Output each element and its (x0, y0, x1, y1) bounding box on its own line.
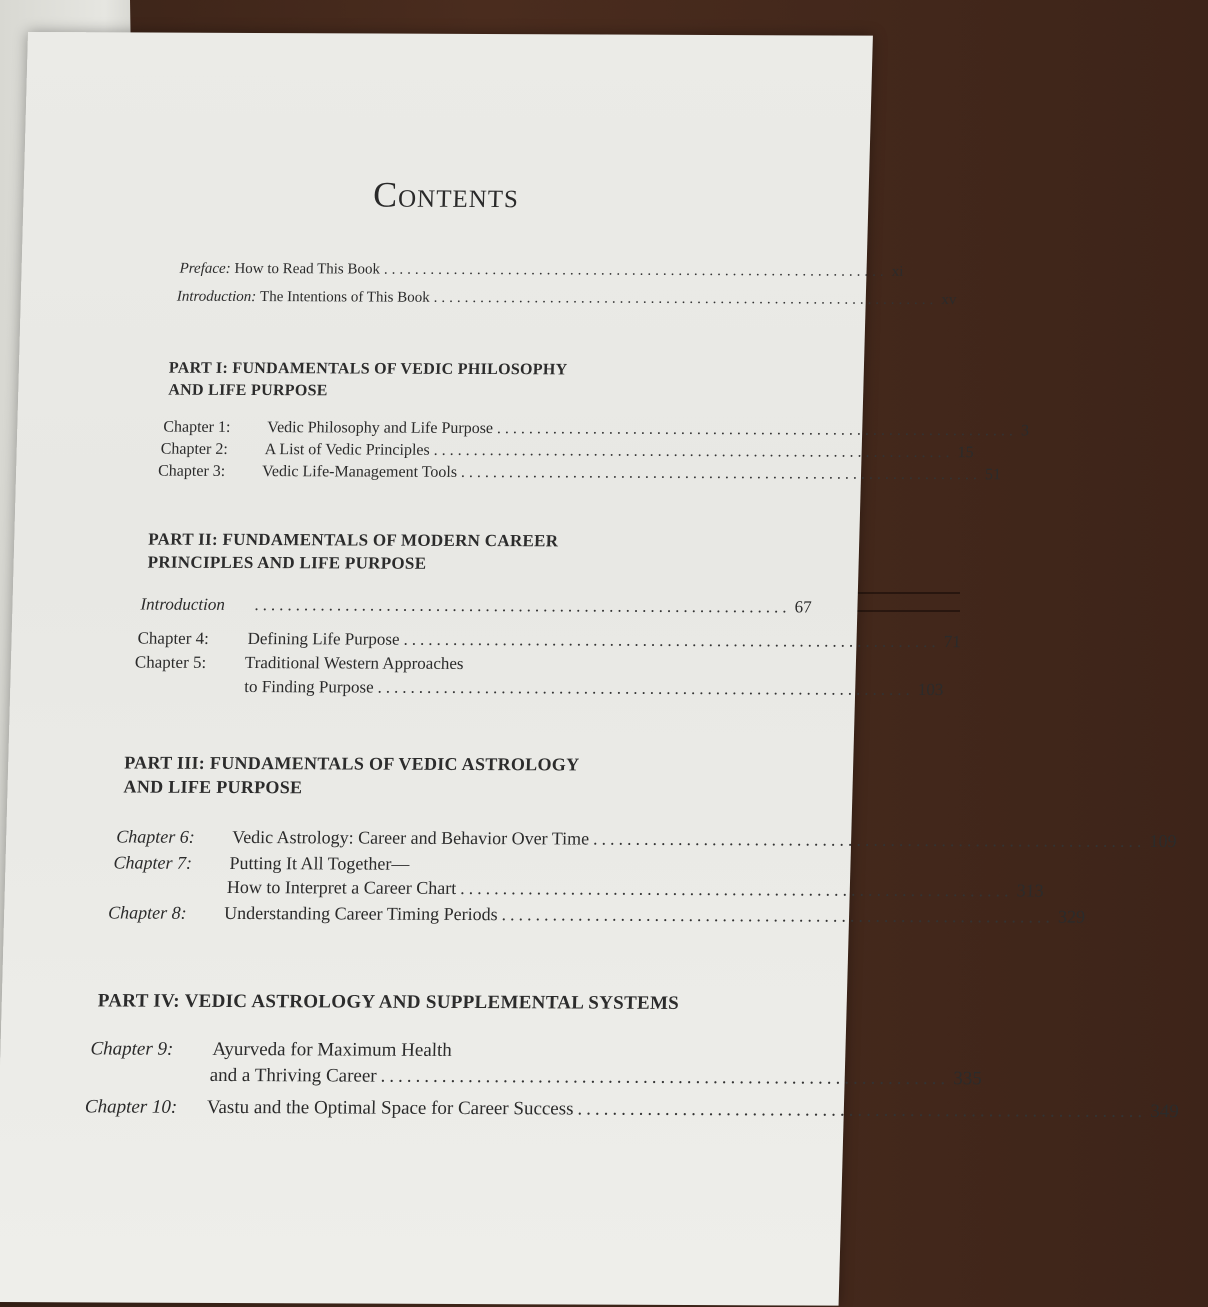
leader-dots: ................................................................. (459, 877, 1013, 901)
entry-title: Traditional Western Approaches (244, 653, 464, 673)
leader-dots: ................................................................. (501, 904, 1055, 927)
entry-page: 103 (917, 679, 944, 700)
entry-label: Chapter 2: (160, 440, 229, 458)
entry-page: 67 (794, 597, 812, 617)
toc-entry-chapter-5-second-line (244, 677, 944, 700)
toc-entry-part2-introduction (140, 594, 812, 618)
toc-entry-chapter-8 (107, 902, 1086, 927)
part-heading-line: PART II: FUNDAMENTALS OF MODERN CAREER (148, 529, 559, 551)
entry-page: 51 (984, 466, 1002, 484)
entry-label: Introduction (140, 594, 226, 614)
entry-label: Introduction: (176, 288, 257, 306)
entry-page: 71 (943, 632, 962, 652)
entry-page: 109 (1149, 830, 1177, 852)
part-heading-line: PART IV: VEDIC ASTROLOGY AND SUPPLEMENTAL SYSTEMS (97, 990, 680, 1014)
toc-entry-chapter-6 (115, 826, 1177, 852)
entry-label: Chapter 6: (115, 826, 195, 847)
entry-label: Chapter 3: (157, 462, 226, 480)
page-title: Contents (372, 174, 520, 216)
toc-entry-chapter-4 (137, 628, 962, 652)
part-heading-line: AND LIFE PURPOSE (123, 776, 303, 798)
entry-page: xv (941, 292, 957, 309)
leader-dots: ................................................................. (377, 677, 915, 699)
entry-label: Chapter 1: (163, 418, 231, 436)
entry-label: Chapter 5: (134, 652, 207, 672)
part-heading (168, 358, 568, 403)
entry-page: 15 (957, 444, 974, 462)
entry-page: 3 (1020, 422, 1030, 440)
entry-title: Vedic Astrology: Career and Behavior Over Time (231, 826, 590, 849)
entry-title: How to Read This Book (234, 260, 381, 278)
part-heading-line: PART III: FUNDAMENTALS OF VEDIC ASTROLOGY (123, 752, 580, 775)
entry-title: The Intentions of This Book (259, 289, 430, 306)
part-heading (97, 988, 679, 1016)
entry-page: 349 (1149, 1101, 1180, 1123)
leader-dots: ................................................................. (380, 1065, 950, 1090)
toc-entry-chapter-5-first-line (135, 653, 464, 674)
entry-label: Preface: (179, 260, 231, 277)
entry-title: Ayurveda for Maximum Health (212, 1038, 453, 1061)
toc-entry-chapter-2 (160, 440, 974, 462)
entry-label: Chapter 9: (90, 1038, 174, 1060)
part-heading (147, 529, 558, 577)
leader-dots: ................................................................. (403, 629, 941, 652)
entry-page: 335 (953, 1068, 983, 1090)
entry-title-continued: How to Interpret a Career Chart (226, 876, 457, 898)
entry-page: 313 (1016, 880, 1044, 901)
entry-label: Chapter 4: (137, 628, 210, 648)
toc-entry-chapter-7-first-line (113, 852, 409, 874)
part-heading-line: PRINCIPLES AND LIFE PURPOSE (147, 552, 427, 573)
entry-label: Chapter 8: (107, 902, 187, 923)
book-page (0, 32, 1180, 1306)
leader-dots: ................................................................. (460, 463, 982, 484)
toc-entry-chapter-10 (84, 1096, 1180, 1123)
entry-label: Chapter 10: (84, 1096, 178, 1118)
entry-title-continued: to Finding Purpose (244, 677, 374, 697)
leader-dots: ................................................................. (433, 289, 938, 308)
entry-label: Chapter 7: (113, 852, 193, 873)
leader-dots: ................................................................. (383, 261, 888, 280)
toc-entry-introduction (176, 288, 957, 309)
toc-entry-chapter-1 (163, 418, 1030, 440)
entry-title: Understanding Career Timing Periods (223, 902, 498, 925)
part-heading-line: AND LIFE PURPOSE (168, 381, 329, 399)
entry-title-continued: and a Thriving Career (209, 1064, 377, 1087)
leader-dots: ................................................................. (496, 420, 1018, 440)
toc-entry-chapter-9-second-line (209, 1064, 983, 1090)
toc-entry-preface (179, 260, 904, 280)
part-heading (123, 750, 579, 801)
entry-title: Vedic Life-Management Tools (261, 463, 458, 481)
entry-page: xi (891, 263, 904, 280)
leader-dots: ................................................................. (577, 1098, 1147, 1122)
leader-dots: ................................................................. (254, 595, 791, 617)
leader-dots: ................................................................. (592, 828, 1146, 851)
entry-page: 329 (1057, 906, 1086, 927)
entry-title: Putting It All Together— (229, 852, 410, 874)
entry-title: Vedic Philosophy and Life Purpose (267, 419, 494, 438)
toc-entry-chapter-7-second-line (226, 876, 1044, 901)
toc-entry-chapter-3 (157, 462, 1002, 484)
toc-entry-chapter-9-first-line (90, 1038, 452, 1062)
entry-title: Defining Life Purpose (247, 629, 400, 649)
leader-dots: ................................................................. (433, 441, 954, 462)
part-heading-line: PART I: FUNDAMENTALS OF VEDIC PHILOSOPHY (168, 359, 568, 379)
entry-title: A List of Vedic Principles (264, 441, 430, 459)
entry-title: Vastu and the Optimal Space for Career Success (206, 1096, 574, 1120)
